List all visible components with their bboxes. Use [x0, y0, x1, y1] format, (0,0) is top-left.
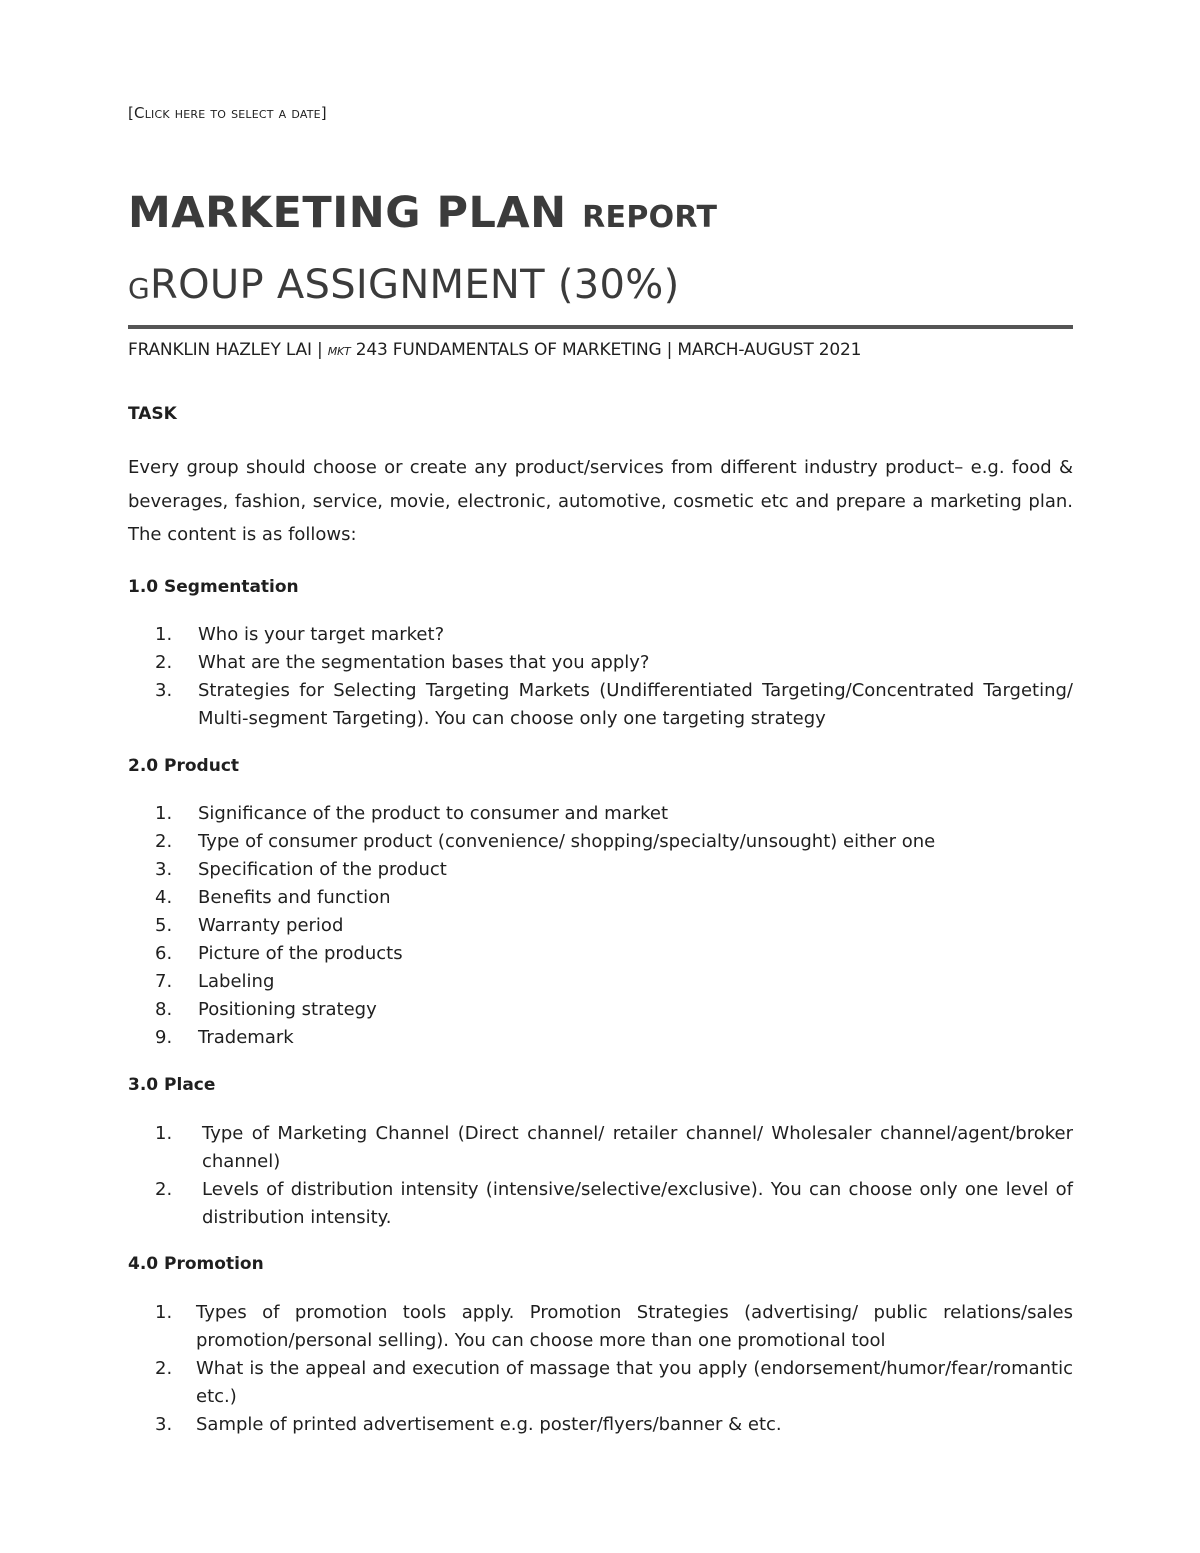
- list-place: [128, 1120, 1073, 1232]
- document-subtitle: [128, 262, 680, 308]
- list-item: 9. Trademark: [155, 1027, 294, 1048]
- list-item: 8. Positioning strategy: [155, 999, 377, 1020]
- date-picker-placeholder[interactable]: [Click here to select a date]: [128, 104, 327, 122]
- document-meta-line: [128, 340, 861, 360]
- title-main: MARKETING PLAN: [128, 188, 567, 238]
- task-intro-paragraph: Every group should choose or create any product/services from different industry product– e.g. food & beverages, fashion, service, movie, electronic, automotive, cosmetic etc and prepare a marketing plan. The content is as follows:: [128, 457, 1073, 545]
- list-item: 3. Strategies for Selecting Targeting Markets (Undifferentiated Targeting/Concentrated Targeting/ Multi-segment Targeting). You can choose only one targeting strategy: [155, 680, 1073, 729]
- list-item: 2. Type of consumer product (convenience/ shopping/specialty/unsought) either one: [155, 831, 936, 852]
- list-item: 2. What is the appeal and execution of massage that you apply (endorsement/humor/fear/romantic etc.): [155, 1358, 1073, 1407]
- subtitle-first-letter: G: [128, 272, 150, 305]
- list-product: [128, 800, 1073, 1052]
- list-item: 1. Significance of the product to consumer and market: [155, 803, 669, 824]
- meta-author: FRANKLIN HAZLEY LAI |: [128, 340, 328, 360]
- meta-course: 243 FUNDAMENTALS OF MARKETING | MARCH-AUGUST 2021: [350, 340, 862, 360]
- section-heading-place: 3.0 Place: [128, 1075, 216, 1095]
- list-item: 6. Picture of the products: [155, 943, 403, 964]
- list-item: 5. Warranty period: [155, 915, 344, 936]
- meta-course-code: MKT: [327, 345, 351, 358]
- document-title: [128, 188, 717, 238]
- list-promotion: [128, 1299, 1073, 1439]
- section-heading-promotion: 4.0 Promotion: [128, 1254, 264, 1274]
- section-heading-product: 2.0 Product: [128, 756, 240, 776]
- list-item: 1. Who is your target market?: [155, 624, 445, 645]
- subtitle-rest: ROUP ASSIGNMENT (30%): [150, 262, 680, 308]
- title-suffix: REPORT: [582, 200, 718, 235]
- title-divider: [128, 325, 1073, 329]
- list-item: 3. Specification of the product: [155, 859, 447, 880]
- list-item: 1. Types of promotion tools apply. Promotion Strategies (advertising/ public relations/sales promotion/personal selling). You can choose more than one promotional tool: [155, 1302, 1073, 1351]
- list-item: 3. Sample of printed advertisement e.g. poster/flyers/banner & etc.: [155, 1414, 782, 1435]
- list-item: 1. Type of Marketing Channel (Direct channel/ retailer channel/ Wholesaler channel/agent/broker channel): [155, 1123, 1073, 1172]
- list-item: 2. What are the segmentation bases that you apply?: [155, 652, 650, 673]
- list-item: 4. Benefits and function: [155, 887, 391, 908]
- list-item: 7. Labeling: [155, 971, 275, 992]
- list-item: 2. Levels of distribution intensity (intensive/selective/exclusive). You can choose only one level of distribution intensity.: [155, 1179, 1073, 1228]
- section-heading-segmentation: 1.0 Segmentation: [128, 577, 299, 597]
- list-segmentation: [128, 621, 1073, 733]
- task-heading: TASK: [128, 404, 177, 424]
